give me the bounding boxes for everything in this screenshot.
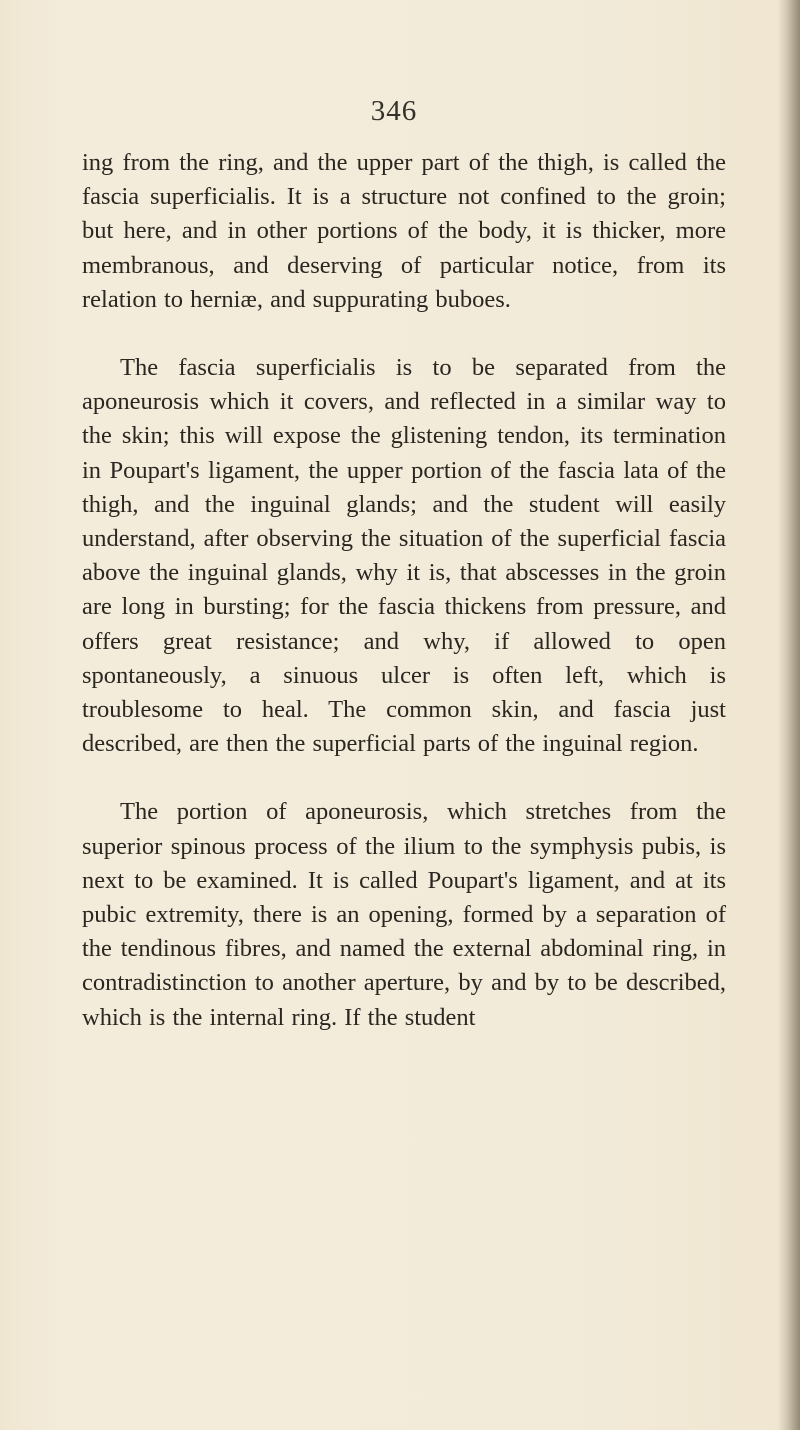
page-number: 346	[370, 95, 418, 127]
paragraph-2: The fascia superficialis is to be separated from the aponeurosis which it covers, and reflected in a similar way to the skin; this will expose the glistening tendon, its termination in Poupart's ligament, the upper portion of the fascia lata of the thigh, and the inguinal glands; and the student will easily understand, after observing the situation of the superficial fascia above the inguinal glands, why it is, that abscesses in the groin are long in bursting; for the fascia thickens from pressure, and offers great resistance; and why, if allowed to open spontaneously, a sinuous ulcer is often left, which is troublesome to heal. The common skin, and fascia just described, are then the superficial parts of the inguinal region.	[82, 354, 726, 758]
paragraph-3: The portion of aponeurosis, which stretches from the superior spinous process of the ilium to the symphysis pubis, is next to be examined. It is called Poupart's ligament, and at its pubic extremity, there is an opening, formed by a separation of the tendinous fibres, and named the external abdominal ring, in contradistinction to another aperture, by and by to be described, which is the internal ring. If the student	[82, 798, 726, 1031]
paragraph-gap	[82, 761, 726, 795]
paragraph-gap	[82, 317, 726, 351]
page-text	[82, 146, 726, 1035]
page-edge-shadow	[778, 0, 800, 1430]
paragraph-1: ing from the ring, and the upper part of the thigh, is called the fascia superficialis. It is a structure not confined to the groin; but here, and in other portions of the body, it is thicker, more membranous, and deserving of particular notice, from its relation to herniæ, and suppurating buboes.	[82, 149, 726, 313]
